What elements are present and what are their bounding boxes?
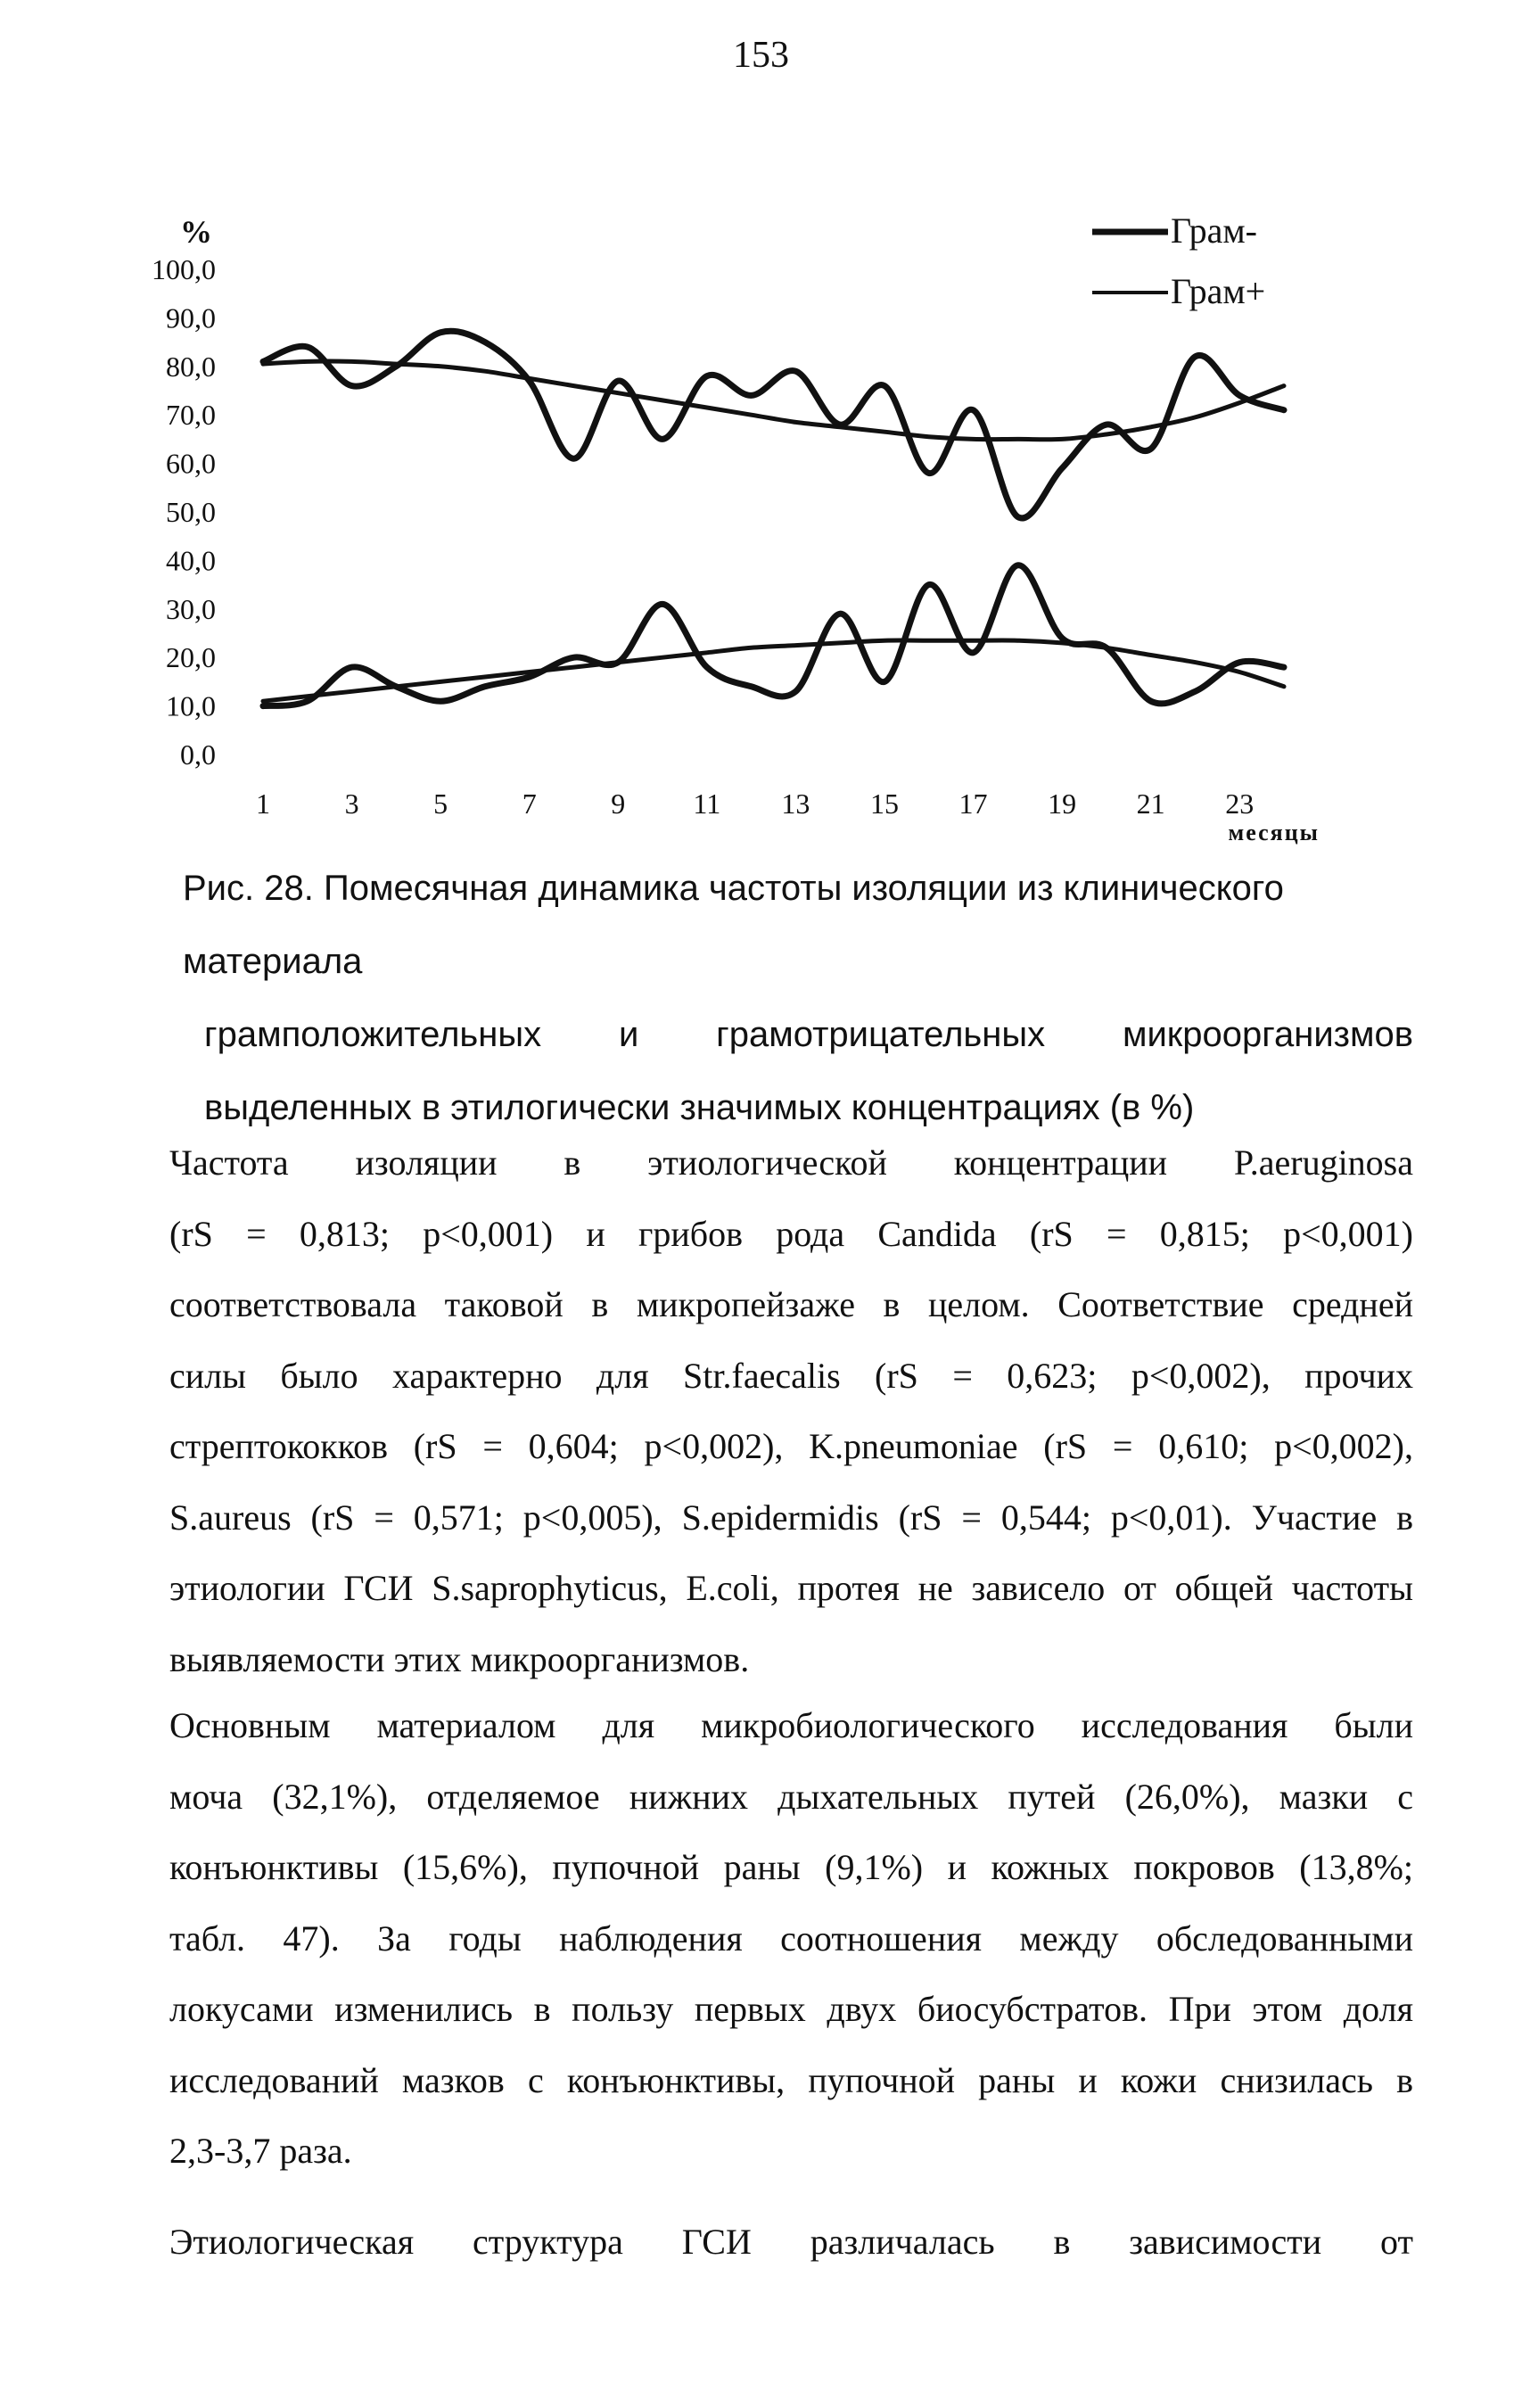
x-axis-label: месяцы [1228, 820, 1320, 845]
x-tick-label: 9 [611, 788, 626, 820]
paragraph-line: силы было характерно для Str.faecalis (rS = 0,623; p<0,002), прочих [169, 1355, 1413, 1396]
x-tick-label: 19 [1048, 788, 1077, 820]
y-tick-label: 40,0 [166, 544, 216, 577]
paragraph-line: 2,3-3,7 раза. [169, 2131, 352, 2171]
y-axis-ticks [152, 253, 216, 771]
paragraph-line: Этиологическая структура ГСИ различалась в зависимости от [169, 2222, 1413, 2262]
x-tick-label: 11 [693, 788, 721, 820]
paragraph-3 [169, 2206, 1413, 2278]
paragraph-line: Основным материалом для микробиологического исследования были [169, 1705, 1413, 1745]
paragraph-line: выявляемости этих микроорганизмов. [169, 1638, 750, 1679]
paragraph-line: S.aureus (rS = 0,571; p<0,005), S.epidermidis (rS = 0,544; p<0,01). Участие в [169, 1497, 1413, 1538]
x-tick-label: 23 [1225, 788, 1255, 820]
caption-line: грамположительных и грамотрицательных микроорганизмов [204, 1015, 1413, 1054]
x-tick-label: 3 [344, 788, 359, 820]
paragraph-line: стрептококков (rS = 0,604; p<0,002), K.pneumoniae (rS = 0,610; p<0,002), [169, 1426, 1413, 1466]
y-tick-label: 20,0 [166, 641, 216, 674]
line-chart [107, 205, 1355, 847]
y-tick-label: 30,0 [166, 592, 216, 625]
y-tick-label: 80,0 [166, 350, 216, 383]
series-line-0 [263, 331, 1284, 518]
x-tick-label: 5 [433, 788, 448, 820]
legend [1092, 210, 1265, 311]
x-tick-label: 13 [781, 788, 810, 820]
paragraph-line: исследований мазков с конъюнктивы, пупочной раны и кожи снизилась в [169, 2059, 1413, 2100]
x-tick-label: 21 [1136, 788, 1165, 820]
figure-caption [183, 852, 1413, 1144]
paragraph-line: локусами изменились в пользу первых двух биосубстратов. При этом доля [169, 1989, 1413, 2029]
legend-label-gram-pos: Грам+ [1171, 271, 1266, 311]
y-tick-label: 100,0 [152, 253, 216, 285]
trend-line-1 [263, 361, 1284, 440]
y-tick-label: 50,0 [166, 496, 216, 528]
y-tick-label: 60,0 [166, 447, 216, 480]
page-number: 153 [733, 35, 789, 76]
y-tick-label: 10,0 [166, 689, 216, 722]
paragraph-line: этиологии ГСИ S.saprophyticus, E.coli, протея не зависело от общей частоты [169, 1568, 1413, 1608]
legend-label-gram-neg: Грам- [1171, 210, 1257, 251]
caption-line: выделенных в этилогически значимых концентрациях (в %) [204, 1088, 1195, 1127]
paragraph-1 [169, 1127, 1413, 1695]
y-tick-label: 0,0 [180, 738, 216, 771]
paragraph-line: Частота изоляции в этиологической концентрации P.aeruginosa [169, 1142, 1413, 1183]
x-tick-label: 15 [869, 788, 899, 820]
y-tick-label: 70,0 [166, 399, 216, 432]
x-axis-ticks [256, 788, 1254, 820]
paragraph-line: (rS = 0,813; p<0,001) и грибов рода Candida (rS = 0,815; p<0,001) [169, 1213, 1413, 1254]
paragraph-line: соответствовала таковой в микропейзаже в целом. Соответствие средней [169, 1284, 1413, 1324]
paragraph-line: табл. 47). За годы наблюдения соотношения между обследованными [169, 1917, 1413, 1959]
x-tick-label: 7 [522, 788, 537, 820]
y-tick-label: 90,0 [166, 301, 216, 334]
x-tick-label: 1 [256, 788, 270, 820]
paragraph-2 [169, 1690, 1413, 2187]
y-axis-label: % [180, 214, 212, 250]
caption-line: Рис. 28. Помесячная динамика частоты изоляции из клинического материала [183, 869, 1284, 981]
paragraph-line: конъюнктивы (15,6%), пупочной раны (9,1%) и кожных покровов (13,8%; [169, 1847, 1413, 1887]
series-layer [263, 331, 1284, 705]
x-tick-label: 17 [958, 788, 988, 820]
paragraph-line: моча (32,1%), отделяемое нижних дыхательных путей (26,0%), мазки с [169, 1776, 1413, 1817]
